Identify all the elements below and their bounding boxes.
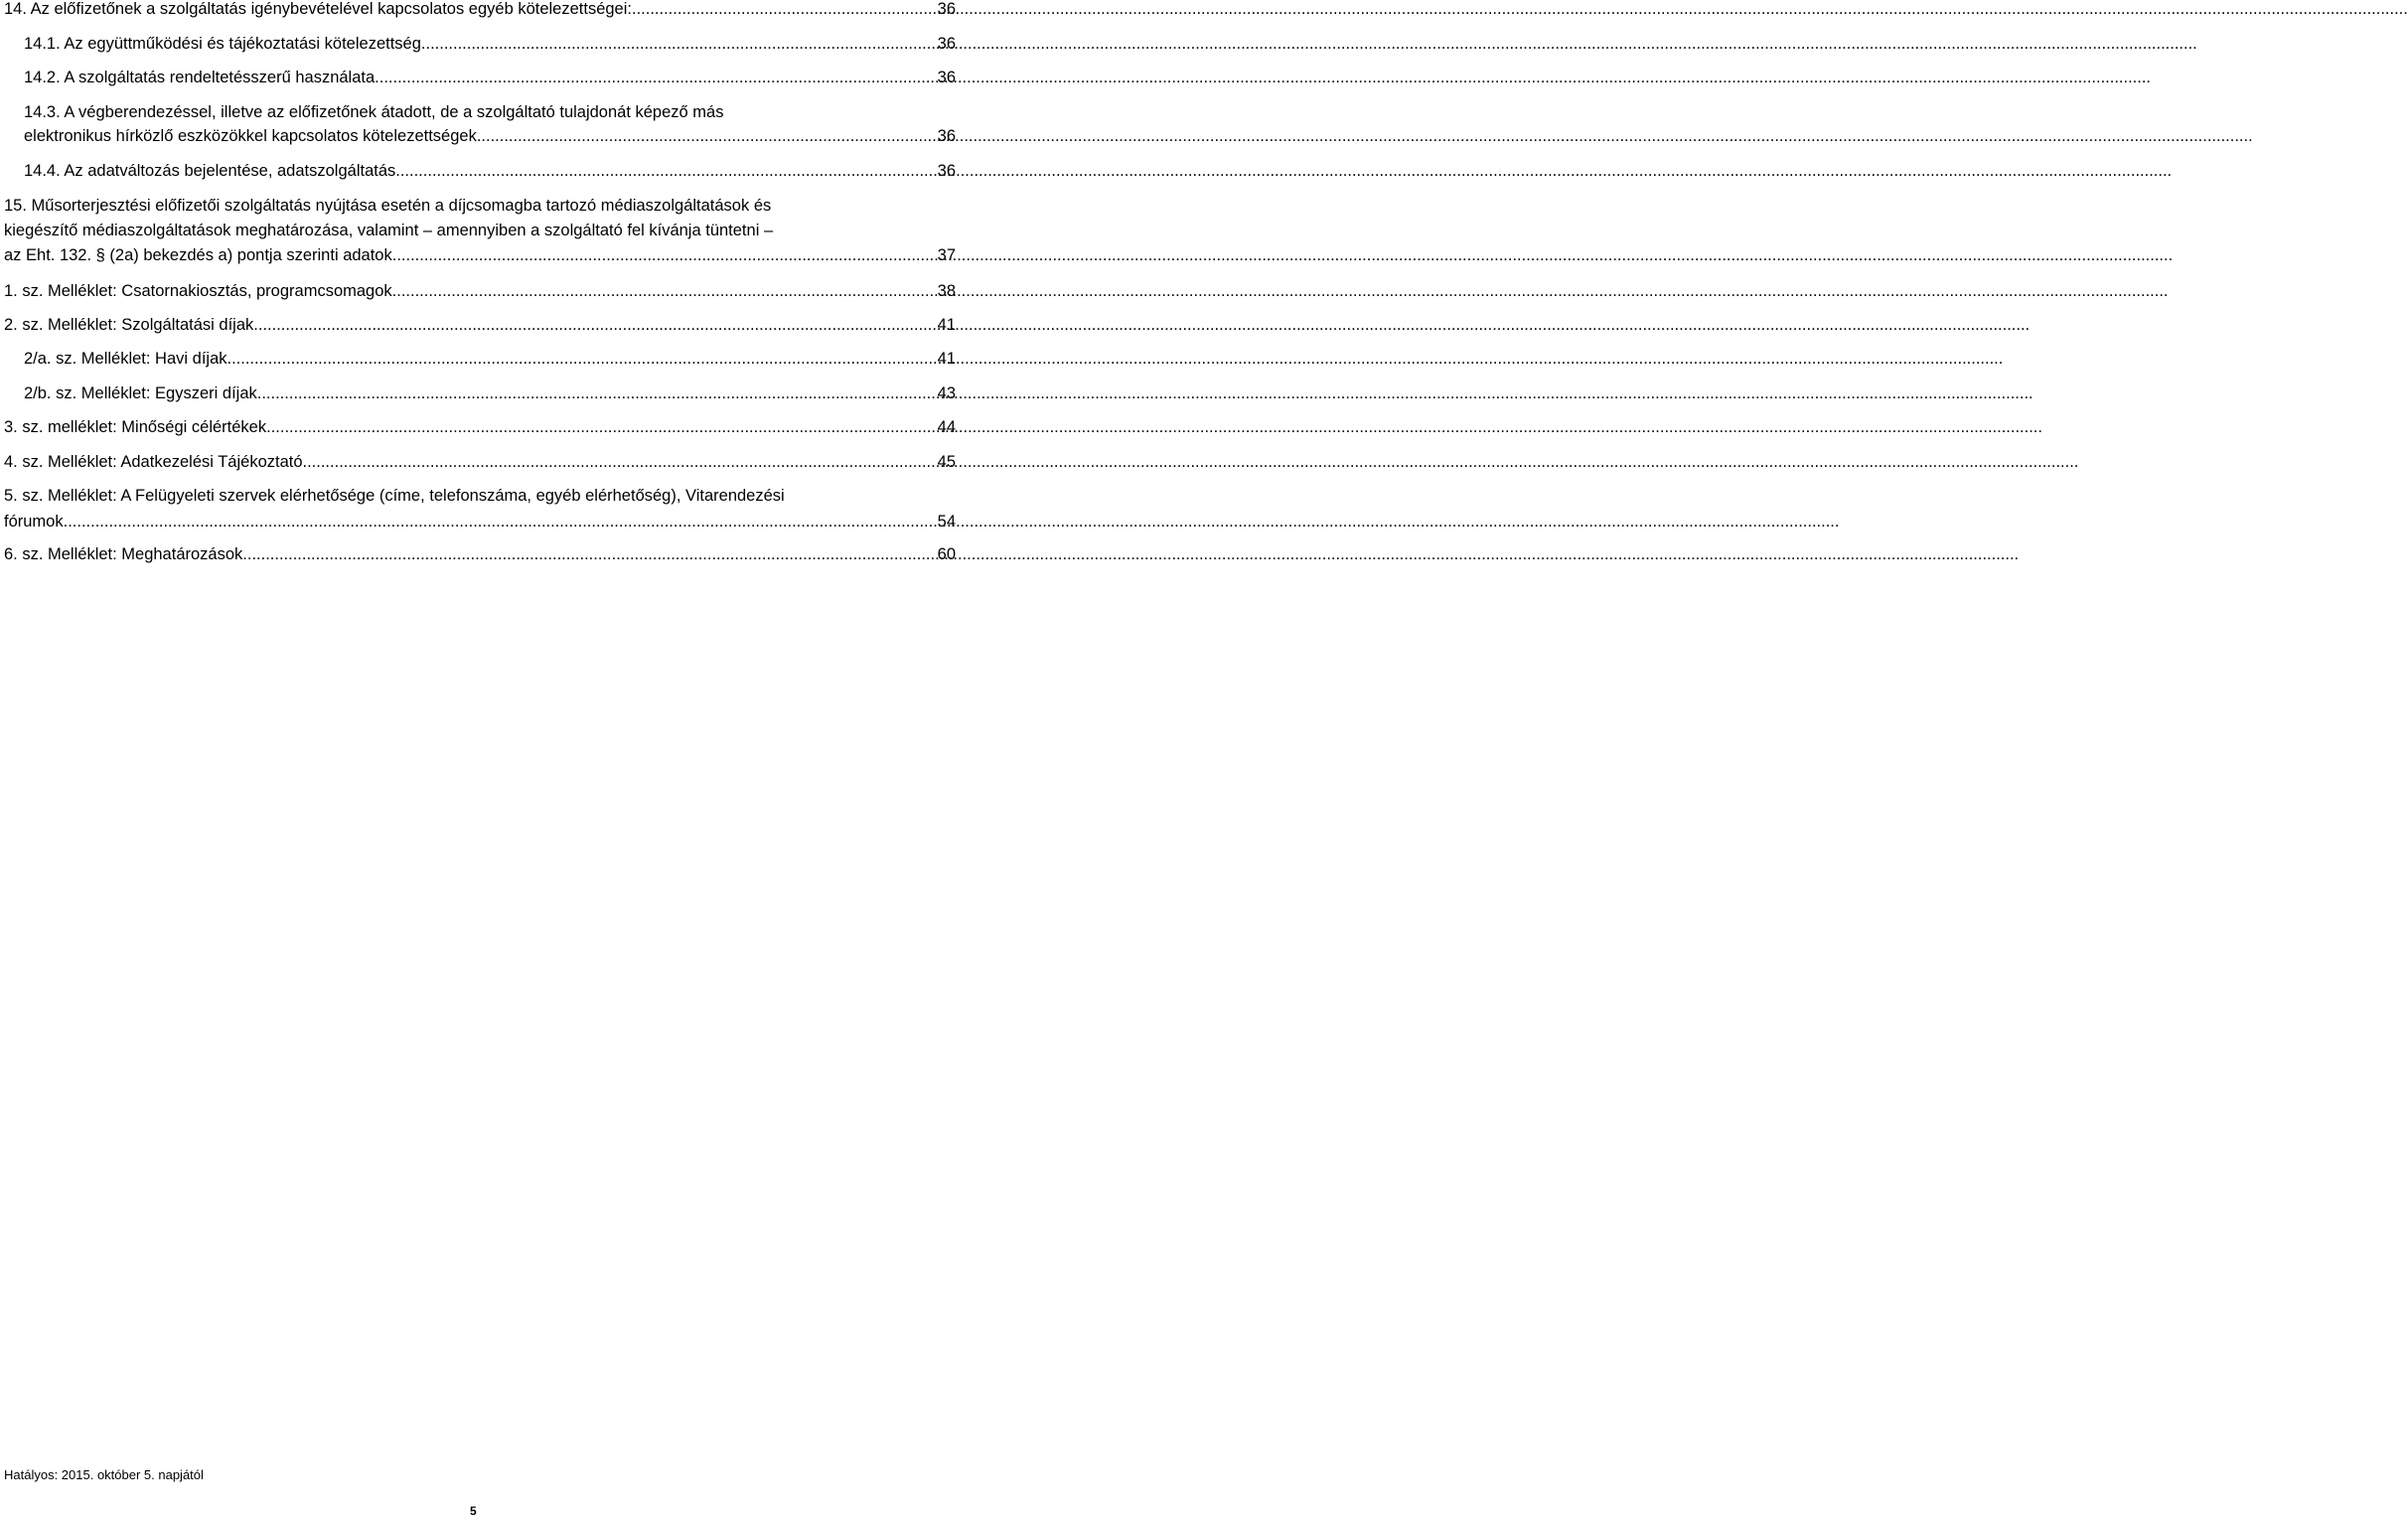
toc-page-number: 41 (937, 316, 956, 334)
toc-leader-dots (375, 66, 933, 89)
toc-entry-title: 14.1. Az együttműködési és tájékoztatási kötelezettség (24, 35, 421, 53)
footer-effective-date: Hatályos: 2015. október 5. napjától (4, 1467, 204, 1482)
toc-entry-14-1[interactable] (24, 32, 956, 56)
toc-entry-14[interactable] (4, 0, 956, 21)
toc-entry-14-2[interactable] (24, 66, 956, 89)
toc-page-number: 45 (937, 453, 956, 471)
toc-entry-annex-1[interactable] (4, 279, 956, 303)
toc-entry-title: 14. Az előfizetőnek a szolgáltatás igénybevételével kapcsolatos egyéb kötelezettségei: (4, 0, 632, 18)
toc-leader-dots (242, 542, 933, 566)
toc-entry-14-4[interactable] (24, 159, 956, 183)
toc-leader-dots (257, 381, 934, 405)
toc-entry-title-line2: kiegészítő médiaszolgáltatások meghatározása, valamint – amennyiben a szolgáltató fel kívánja tüntetni – (4, 222, 774, 239)
footer-page-number: 5 (470, 1504, 477, 1518)
toc-entry-title-line1: 5. sz. Melléklet: A Felügyeleti szervek elérhetősége (címe, telefonszáma, egyéb elérhetőség), Vitarendezési (4, 487, 785, 505)
toc-entry-15[interactable] (4, 194, 956, 267)
toc-entry-annex-6[interactable] (4, 542, 956, 566)
toc-leader-dots (303, 450, 934, 474)
toc-entry-annex-2a[interactable] (24, 347, 956, 371)
toc-entry-title: 14.2. A szolgáltatás rendeltetésszerű használata (24, 69, 376, 86)
toc-leader-dots (64, 510, 934, 533)
toc-page-number: 38 (937, 282, 956, 300)
toc-page-number: 37 (937, 246, 956, 264)
toc-entry-annex-3[interactable] (4, 415, 956, 439)
toc-page-number: 36 (937, 35, 956, 53)
toc-leader-dots (266, 415, 934, 439)
toc-entry-title: 2/b. sz. Melléklet: Egyszeri díjak (24, 384, 257, 402)
toc-entry-title: 3. sz. melléklet: Minőségi célértékek (4, 418, 267, 436)
toc-page-number: 54 (937, 513, 956, 531)
toc-leader-dots (477, 124, 934, 148)
toc-page-number: 36 (937, 0, 956, 18)
toc-entry-annex-5[interactable] (4, 484, 956, 533)
toc-leader-dots (392, 279, 934, 303)
toc-leader-dots (396, 243, 933, 267)
toc-entry-title: 1. sz. Melléklet: Csatornakiosztás, programcsomagok (4, 282, 392, 300)
toc-entry-title: 2. sz. Melléklet: Szolgáltatási díjak (4, 316, 254, 334)
toc-page-number: 36 (937, 127, 956, 145)
toc-page-number: 44 (937, 418, 956, 436)
toc-entry-14-3[interactable] (24, 100, 956, 148)
toc-entry-annex-4[interactable] (4, 450, 956, 474)
toc-entry-annex-2[interactable] (4, 313, 956, 337)
toc-entry-title: 6. sz. Melléklet: Meghatározások (4, 545, 243, 563)
toc-page-number: 36 (937, 69, 956, 86)
toc-page-number: 41 (937, 350, 956, 368)
toc-entry-title-line1: 15. Műsorterjesztési előfizetői szolgáltatás nyújtása esetén a díjcsomagba tartozó médiaszolgáltatások és (4, 197, 772, 215)
toc-entry-annex-2b[interactable] (24, 381, 956, 405)
toc-leader-dots (395, 159, 933, 183)
toc-page-number: 60 (937, 545, 956, 563)
toc-page-number: 43 (937, 384, 956, 402)
toc-page-number: 36 (937, 162, 956, 180)
toc-leader-dots (253, 313, 933, 337)
toc-entry-title-line2: fórumok (4, 513, 64, 531)
toc-entry-title: 14.4. Az adatváltozás bejelentése, adatszolgáltatás (24, 162, 396, 180)
toc-entry-title-line1: 14.3. A végberendezéssel, illetve az előfizetőnek átadott, de a szolgáltató tulajdonát képező más (24, 103, 724, 121)
toc-entry-title: 4. sz. Melléklet: Adatkezelési Tájékoztató (4, 453, 303, 471)
toc-entry-title-line3: az Eht. 132. § (2a) bekezdés a) pontja szerinti adatok. (4, 246, 397, 264)
toc-leader-dots (632, 0, 934, 21)
toc-leader-dots (227, 347, 934, 371)
toc-entry-title: 2/a. sz. Melléklet: Havi díjak (24, 350, 227, 368)
toc-entry-title-line2: elektronikus hírközlő eszközökkel kapcsolatos kötelezettségek (24, 127, 477, 145)
toc-leader-dots (421, 32, 934, 56)
